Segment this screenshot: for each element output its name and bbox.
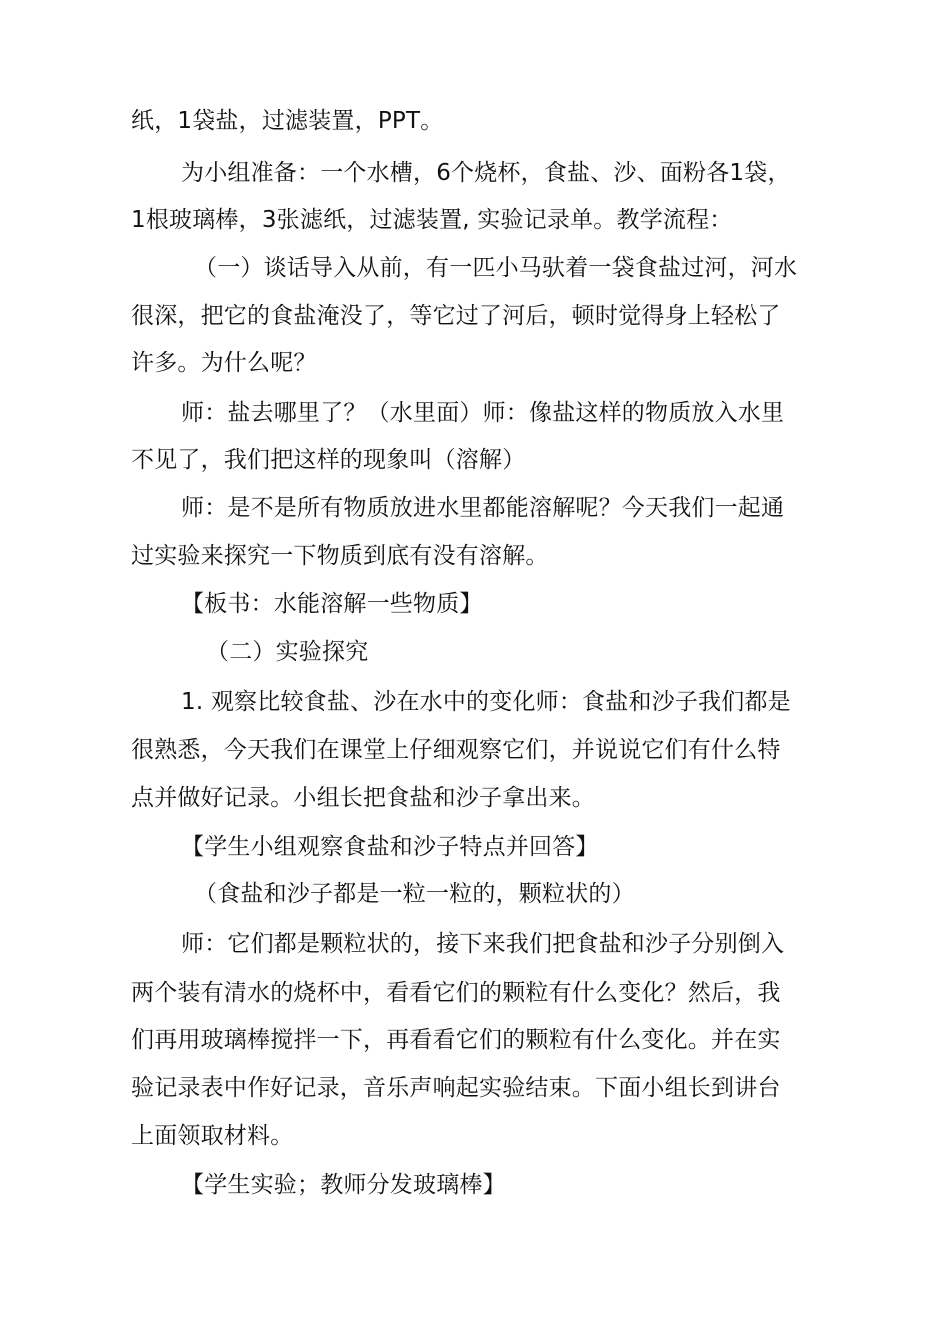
text-line-18: 师：它们都是颗粒状的，接下来我们把食盐和沙子分别倒入 (181, 931, 785, 957)
text-line-17: （食盐和沙子都是一粒一粒的，颗粒状的） (194, 881, 635, 907)
text-line-8: 不见了，我们把这样的现象叫（溶解） (131, 447, 526, 473)
text-line-7: 师：盐去哪里了？（水里面）师：像盐这样的物质放入水里 (181, 400, 785, 426)
text-line-3: 1根玻璃棒，3张滤纸，过滤装置, 实验记录单。教学流程： (131, 207, 733, 233)
text-line-21: 验记录表中作好记录，音乐声响起实验结束。下面小组长到讲台 (131, 1075, 781, 1101)
text-line-19: 两个装有清水的烧杯中，看看它们的颗粒有什么变化？然后，我 (131, 980, 781, 1006)
text-line-12: （二）实验探究 (206, 639, 369, 665)
text-line-2: 为小组准备：一个水槽，6个烧杯，食盐、沙、面粉各1袋， (181, 160, 791, 186)
text-line-16: 【学生小组观察食盐和沙子特点并回答】 (181, 834, 599, 860)
text-line-15: 点并做好记录。小组长把食盐和沙子拿出来。 (131, 785, 595, 811)
text-line-23: 【学生实验；教师分发玻璃棒】 (181, 1172, 506, 1198)
text-line-20: 们再用玻璃棒搅拌一下，再看看它们的颗粒有什么变化。并在实 (131, 1027, 781, 1053)
text-line-4: （一）谈话导入从前，有一匹小马驮着一袋食盐过河，河水 (194, 255, 798, 281)
text-line-5: 很深，把它的食盐淹没了，等它过了河后，顿时觉得身上轻松了 (131, 303, 781, 329)
text-line-1: 纸，1袋盐，过滤装置，PPT。 (131, 108, 444, 134)
text-line-22: 上面领取材料。 (131, 1123, 294, 1149)
text-line-10: 过实验来探究一下物质到底有没有溶解。 (131, 543, 549, 569)
text-line-13: 1. 观察比较食盐、沙在水中的变化师：食盐和沙子我们都是 (181, 689, 791, 715)
text-line-9: 师：是不是所有物质放进水里都能溶解呢？今天我们一起通 (181, 495, 785, 521)
text-line-11: 【板书：水能溶解一些物质】 (181, 591, 483, 617)
text-line-6: 许多。为什么呢？ (131, 350, 317, 376)
text-line-14: 很熟悉，今天我们在课堂上仔细观察它们，并说说它们有什么特 (131, 737, 781, 763)
